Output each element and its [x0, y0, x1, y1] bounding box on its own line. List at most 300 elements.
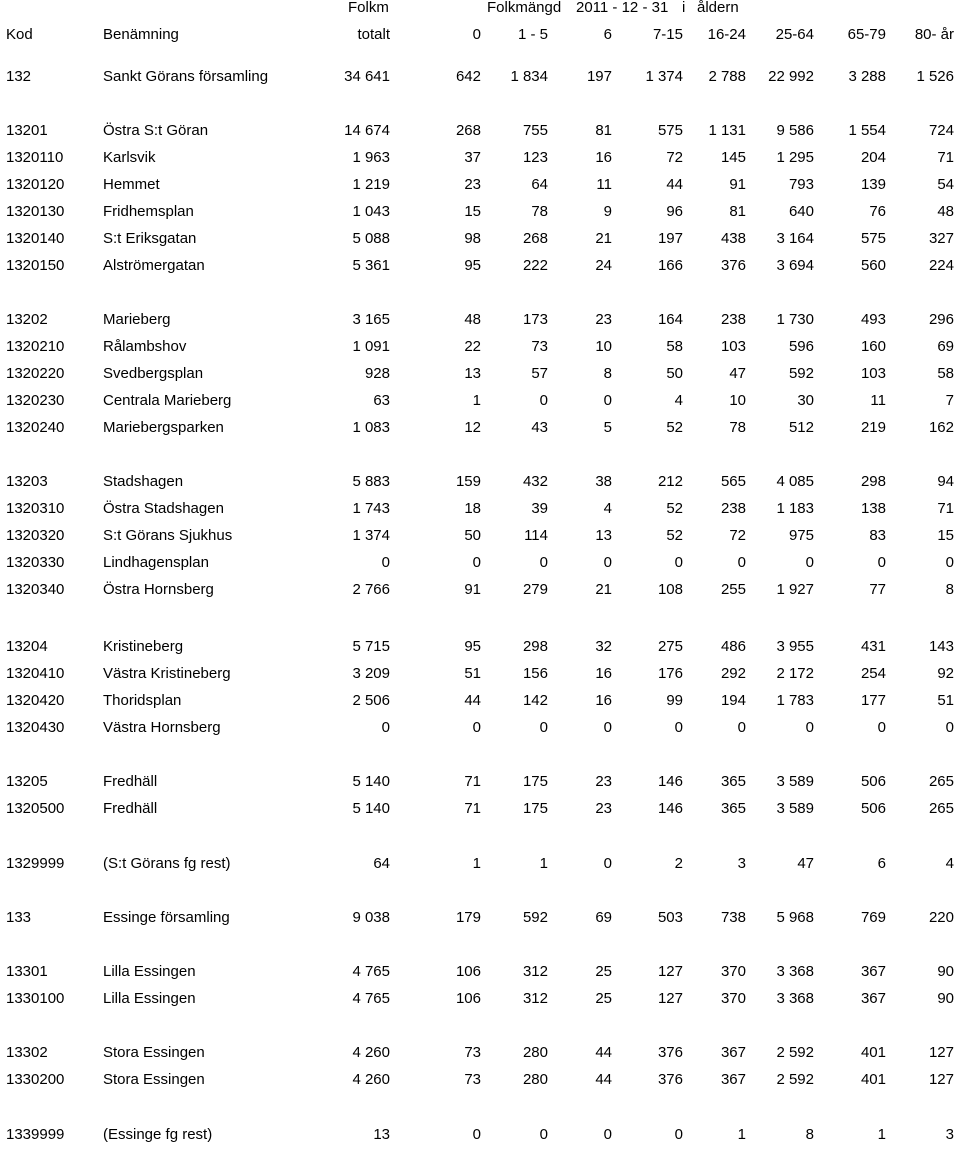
row-age-25-64: 596 — [788, 338, 814, 355]
row-age-1-5: 175 — [522, 800, 548, 817]
row-age-1-5: 312 — [522, 990, 548, 1007]
row-name: (S:t Görans fg rest) — [103, 855, 231, 872]
row-age-1-5: 57 — [531, 365, 548, 382]
row-age-80: 162 — [928, 419, 954, 436]
row-age-7-15: 0 — [674, 1126, 683, 1143]
row-age-6: 5 — [603, 419, 612, 436]
row-age-25-64: 1 295 — [776, 149, 814, 166]
row-code: 13204 — [6, 638, 48, 655]
row-age-7-15: 0 — [674, 554, 683, 571]
row-code: 132 — [6, 68, 32, 85]
row-age-16-24: 438 — [720, 230, 746, 247]
row-code: 1320310 — [6, 500, 65, 517]
column-header-age-6: 6 — [603, 26, 612, 43]
table-row — [0, 335, 960, 359]
row-code: 1320240 — [6, 419, 65, 436]
row-total: 9 038 — [352, 909, 390, 926]
table-row — [0, 173, 960, 197]
row-code: 13203 — [6, 473, 48, 490]
row-total: 0 — [381, 719, 390, 736]
row-age-0: 73 — [464, 1071, 481, 1088]
row-age-16-24: 72 — [729, 527, 746, 544]
row-total: 1 963 — [352, 149, 390, 166]
row-age-25-64: 640 — [788, 203, 814, 220]
table-row — [0, 524, 960, 548]
row-age-16-24: 238 — [720, 311, 746, 328]
row-age-65-79: 83 — [869, 527, 886, 544]
row-name: Mariebergsparken — [103, 419, 224, 436]
row-age-80: 3 — [945, 1126, 954, 1143]
row-age-80: 143 — [928, 638, 954, 655]
row-age-16-24: 194 — [720, 692, 746, 709]
row-age-6: 23 — [595, 311, 612, 328]
row-code: 1320130 — [6, 203, 65, 220]
row-age-7-15: 1 374 — [645, 68, 683, 85]
row-age-7-15: 575 — [657, 122, 683, 139]
row-name: Östra Stadshagen — [103, 500, 224, 517]
row-age-65-79: 401 — [860, 1071, 886, 1088]
row-age-7-15: 0 — [674, 719, 683, 736]
row-age-65-79: 367 — [860, 963, 886, 980]
row-total: 0 — [381, 554, 390, 571]
row-age-7-15: 275 — [657, 638, 683, 655]
row-age-0: 95 — [464, 638, 481, 655]
row-total: 5 140 — [352, 773, 390, 790]
row-age-6: 44 — [595, 1071, 612, 1088]
row-age-25-64: 1 183 — [776, 500, 814, 517]
row-age-1-5: 280 — [522, 1071, 548, 1088]
row-age-1-5: 73 — [531, 338, 548, 355]
row-age-80: 90 — [937, 963, 954, 980]
row-age-80: 0 — [945, 554, 954, 571]
row-age-16-24: 145 — [720, 149, 746, 166]
row-age-6: 69 — [595, 909, 612, 926]
header-folkmangd: Folkmängd — [487, 0, 562, 16]
row-name: Stora Essingen — [103, 1044, 205, 1061]
row-age-6: 25 — [595, 963, 612, 980]
row-age-6: 16 — [595, 665, 612, 682]
row-age-7-15: 176 — [657, 665, 683, 682]
row-age-6: 9 — [603, 203, 612, 220]
column-header-age-16-24: 16-24 — [707, 26, 746, 43]
row-age-6: 24 — [595, 257, 612, 274]
row-code: 1320330 — [6, 554, 65, 571]
row-age-80: 127 — [928, 1044, 954, 1061]
row-code: 1330100 — [6, 990, 65, 1007]
row-code: 13202 — [6, 311, 48, 328]
row-age-25-64: 2 592 — [776, 1044, 814, 1061]
row-age-25-64: 3 955 — [776, 638, 814, 655]
row-age-80: 48 — [937, 203, 954, 220]
row-age-80: 8 — [945, 581, 954, 598]
row-age-0: 98 — [464, 230, 481, 247]
row-age-16-24: 0 — [737, 719, 746, 736]
row-age-6: 197 — [586, 68, 612, 85]
row-name: Kristineberg — [103, 638, 184, 655]
row-code: 1320220 — [6, 365, 65, 382]
row-age-80: 4 — [945, 855, 954, 872]
row-age-7-15: 96 — [666, 203, 683, 220]
table-row — [0, 146, 960, 170]
row-age-7-15: 99 — [666, 692, 683, 709]
table-row — [0, 635, 960, 659]
row-code: 13302 — [6, 1044, 48, 1061]
row-age-7-15: 52 — [666, 419, 683, 436]
row-age-80: 69 — [937, 338, 954, 355]
row-name: Lindhagensplan — [103, 554, 209, 571]
row-age-65-79: 254 — [860, 665, 886, 682]
row-age-0: 22 — [464, 338, 481, 355]
row-total: 2 766 — [352, 581, 390, 598]
row-age-65-79: 76 — [869, 203, 886, 220]
column-header-age-80: 80- år — [914, 26, 954, 43]
row-age-65-79: 1 554 — [848, 122, 886, 139]
row-age-0: 44 — [464, 692, 481, 709]
row-name: Lilla Essingen — [103, 990, 196, 1007]
row-code: 1320110 — [6, 149, 64, 166]
table-row — [0, 308, 960, 332]
row-name: Östra Hornsberg — [103, 581, 214, 598]
row-age-25-64: 1 927 — [776, 581, 814, 598]
row-age-0: 1 — [472, 392, 481, 409]
row-age-0: 0 — [472, 719, 481, 736]
row-age-25-64: 512 — [788, 419, 814, 436]
row-age-80: 90 — [937, 990, 954, 1007]
row-age-1-5: 280 — [522, 1044, 548, 1061]
row-age-7-15: 503 — [657, 909, 683, 926]
row-age-25-64: 47 — [797, 855, 814, 872]
row-age-7-15: 146 — [657, 800, 683, 817]
row-age-7-15: 72 — [666, 149, 683, 166]
table-row — [0, 578, 960, 602]
column-header-age-1-5: 1 - 5 — [517, 26, 548, 43]
row-age-6: 0 — [603, 554, 612, 571]
row-age-6: 32 — [595, 638, 612, 655]
row-age-65-79: 103 — [860, 365, 886, 382]
table-row — [0, 852, 960, 876]
table-row — [0, 200, 960, 224]
row-code: 1320320 — [6, 527, 65, 544]
row-age-6: 21 — [595, 230, 612, 247]
row-age-65-79: 0 — [877, 719, 886, 736]
row-age-80: 54 — [937, 176, 954, 193]
row-age-6: 16 — [595, 149, 612, 166]
row-total: 1 219 — [352, 176, 390, 193]
row-total: 34 641 — [344, 68, 390, 85]
row-age-16-24: 365 — [720, 800, 746, 817]
row-name: Centrala Marieberg — [103, 392, 232, 409]
row-age-65-79: 431 — [860, 638, 886, 655]
row-code: 13301 — [6, 963, 48, 980]
row-age-80: 7 — [945, 392, 954, 409]
row-age-65-79: 506 — [860, 800, 886, 817]
row-age-65-79: 0 — [877, 554, 886, 571]
row-total: 1 043 — [352, 203, 390, 220]
row-age-80: 220 — [928, 909, 954, 926]
row-age-1-5: 1 834 — [510, 68, 548, 85]
row-age-1-5: 0 — [539, 392, 548, 409]
table-row — [0, 65, 960, 89]
row-total: 5 715 — [352, 638, 390, 655]
row-age-6: 0 — [603, 1126, 612, 1143]
row-name: (Essinge fg rest) — [103, 1126, 213, 1143]
row-age-1-5: 755 — [522, 122, 548, 139]
table-row — [0, 227, 960, 251]
row-age-0: 642 — [455, 68, 481, 85]
row-name: Västra Kristineberg — [103, 665, 231, 682]
row-age-7-15: 52 — [666, 500, 683, 517]
row-age-0: 0 — [472, 554, 481, 571]
row-code: 1320150 — [6, 257, 65, 274]
table-row — [0, 1123, 960, 1147]
row-total: 5 883 — [352, 473, 390, 490]
row-age-7-15: 164 — [657, 311, 683, 328]
row-age-80: 265 — [928, 773, 954, 790]
column-header-age-7-15: 7-15 — [652, 26, 683, 43]
header-date: 2011 - 12 - 31 — [576, 0, 669, 16]
row-age-0: 0 — [472, 1126, 481, 1143]
row-age-25-64: 3 368 — [776, 990, 814, 1007]
row-code: 1320500 — [6, 800, 65, 817]
row-age-6: 10 — [595, 338, 612, 355]
row-age-80: 1 526 — [916, 68, 954, 85]
row-age-25-64: 3 694 — [776, 257, 814, 274]
row-age-6: 11 — [596, 176, 612, 193]
row-age-80: 92 — [937, 665, 954, 682]
row-total: 63 — [373, 392, 390, 409]
row-total: 13 — [373, 1126, 390, 1143]
row-age-16-24: 2 788 — [708, 68, 746, 85]
row-name: Östra S:t Göran — [103, 122, 209, 139]
row-code: 1330200 — [6, 1071, 65, 1088]
row-name: Lilla Essingen — [103, 963, 196, 980]
row-age-1-5: 175 — [522, 773, 548, 790]
row-age-6: 4 — [603, 500, 612, 517]
row-age-65-79: 139 — [860, 176, 886, 193]
row-name: Västra Hornsberg — [103, 719, 221, 736]
row-age-16-24: 91 — [729, 176, 746, 193]
row-age-0: 12 — [464, 419, 481, 436]
row-age-7-15: 127 — [657, 990, 683, 1007]
row-code: 13205 — [6, 773, 48, 790]
row-name: Karlsvik — [103, 149, 156, 166]
table-row — [0, 960, 960, 984]
row-age-65-79: 3 288 — [848, 68, 886, 85]
row-age-16-24: 78 — [729, 419, 746, 436]
row-age-16-24: 292 — [720, 665, 746, 682]
column-header-benamning: Benämning — [103, 26, 179, 43]
row-name: S:t Görans Sjukhus — [103, 527, 233, 544]
column-header-kod: Kod — [6, 26, 33, 43]
row-name: S:t Eriksgatan — [103, 230, 197, 247]
row-age-7-15: 197 — [657, 230, 683, 247]
row-age-0: 159 — [455, 473, 481, 490]
header-aldern: åldern — [697, 0, 739, 16]
row-age-16-24: 738 — [720, 909, 746, 926]
table-row — [0, 362, 960, 386]
row-age-0: 23 — [464, 176, 481, 193]
row-age-1-5: 0 — [539, 1126, 548, 1143]
row-age-16-24: 365 — [720, 773, 746, 790]
table-row — [0, 551, 960, 575]
row-age-1-5: 39 — [531, 500, 548, 517]
row-code: 133 — [6, 909, 32, 926]
column-header-age-0: 0 — [472, 26, 481, 43]
row-total: 1 083 — [352, 419, 390, 436]
row-age-65-79: 560 — [860, 257, 886, 274]
row-age-0: 106 — [455, 963, 481, 980]
row-age-6: 0 — [603, 392, 612, 409]
row-age-6: 23 — [595, 800, 612, 817]
row-age-65-79: 160 — [860, 338, 886, 355]
row-age-7-15: 146 — [657, 773, 683, 790]
row-age-6: 13 — [595, 527, 612, 544]
row-total: 3 165 — [352, 311, 390, 328]
row-name: Fredhäll — [103, 800, 158, 817]
header-row-2 — [0, 23, 960, 47]
header-i: i — [682, 0, 686, 16]
row-name: Fredhäll — [103, 773, 158, 790]
row-age-7-15: 44 — [666, 176, 683, 193]
row-total: 4 765 — [352, 963, 390, 980]
row-age-80: 127 — [928, 1071, 954, 1088]
row-age-7-15: 52 — [666, 527, 683, 544]
row-age-1-5: 268 — [522, 230, 548, 247]
row-age-16-24: 1 131 — [708, 122, 746, 139]
table-row — [0, 1068, 960, 1092]
row-age-16-24: 370 — [720, 990, 746, 1007]
row-age-16-24: 0 — [737, 554, 746, 571]
row-age-0: 18 — [464, 500, 481, 517]
row-age-25-64: 3 164 — [776, 230, 814, 247]
row-age-16-24: 1 — [737, 1126, 746, 1143]
row-code: 13201 — [6, 122, 48, 139]
row-name: Fridhemsplan — [103, 203, 194, 220]
row-name: Rålambshov — [103, 338, 187, 355]
table-row — [0, 662, 960, 686]
row-age-1-5: 173 — [522, 311, 548, 328]
row-age-7-15: 212 — [657, 473, 683, 490]
row-age-6: 0 — [603, 719, 612, 736]
row-age-0: 37 — [464, 149, 481, 166]
row-age-6: 16 — [595, 692, 612, 709]
row-age-65-79: 506 — [860, 773, 886, 790]
row-name: Alströmergatan — [103, 257, 205, 274]
row-code: 1320340 — [6, 581, 65, 598]
table-row — [0, 254, 960, 278]
row-age-0: 71 — [464, 800, 481, 817]
row-age-16-24: 367 — [720, 1071, 746, 1088]
row-age-7-15: 127 — [657, 963, 683, 980]
row-name: Sankt Görans församling — [103, 68, 269, 85]
table-row — [0, 906, 960, 930]
row-name: Marieberg — [103, 311, 171, 328]
table-row — [0, 416, 960, 440]
row-age-25-64: 8 — [805, 1126, 814, 1143]
row-age-0: 179 — [455, 909, 481, 926]
row-code: 1320140 — [6, 230, 65, 247]
row-age-65-79: 11 — [870, 392, 886, 409]
row-name: Svedbergsplan — [103, 365, 204, 382]
row-age-16-24: 486 — [720, 638, 746, 655]
row-age-65-79: 1 — [877, 1126, 886, 1143]
row-total: 5 140 — [352, 800, 390, 817]
row-name: Thoridsplan — [103, 692, 182, 709]
row-name: Hemmet — [103, 176, 160, 193]
row-age-65-79: 367 — [860, 990, 886, 1007]
row-age-16-24: 367 — [720, 1044, 746, 1061]
table-row — [0, 716, 960, 740]
row-age-65-79: 6 — [877, 855, 886, 872]
row-age-7-15: 2 — [674, 855, 683, 872]
row-age-16-24: 565 — [720, 473, 746, 490]
row-age-1-5: 114 — [524, 527, 548, 544]
row-age-1-5: 0 — [539, 719, 548, 736]
row-age-0: 95 — [464, 257, 481, 274]
row-age-6: 38 — [595, 473, 612, 490]
row-age-7-15: 4 — [674, 392, 683, 409]
row-age-16-24: 10 — [729, 392, 746, 409]
row-age-6: 44 — [595, 1044, 612, 1061]
row-age-80: 724 — [928, 122, 954, 139]
row-age-80: 296 — [928, 311, 954, 328]
row-age-65-79: 204 — [860, 149, 886, 166]
header-row-1 — [0, 0, 960, 20]
row-age-80: 0 — [945, 719, 954, 736]
row-age-80: 327 — [928, 230, 954, 247]
row-age-25-64: 2 592 — [776, 1071, 814, 1088]
row-name: Stadshagen — [103, 473, 184, 490]
column-header-age-65-79: 65-79 — [847, 26, 886, 43]
row-age-25-64: 793 — [788, 176, 814, 193]
row-total: 5 361 — [352, 257, 390, 274]
row-name: Essinge församling — [103, 909, 230, 926]
row-total: 4 765 — [352, 990, 390, 1007]
row-age-0: 51 — [464, 665, 481, 682]
row-age-25-64: 5 968 — [776, 909, 814, 926]
row-age-0: 1 — [472, 855, 481, 872]
row-total: 3 209 — [352, 665, 390, 682]
row-age-6: 8 — [603, 365, 612, 382]
row-age-65-79: 769 — [860, 909, 886, 926]
column-header-age-25-64: 25-64 — [775, 26, 814, 43]
row-code: 1339999 — [6, 1126, 65, 1143]
row-age-1-5: 78 — [531, 203, 548, 220]
row-code: 1320430 — [6, 719, 65, 736]
row-age-25-64: 1 783 — [776, 692, 814, 709]
table-row — [0, 119, 960, 143]
column-header-totalt: totalt — [357, 26, 390, 43]
row-age-80: 94 — [937, 473, 954, 490]
row-code: 1320420 — [6, 692, 65, 709]
row-age-7-15: 376 — [657, 1044, 683, 1061]
row-age-80: 15 — [937, 527, 954, 544]
row-age-65-79: 401 — [860, 1044, 886, 1061]
row-age-0: 268 — [455, 122, 481, 139]
row-age-16-24: 255 — [720, 581, 746, 598]
row-age-25-64: 3 589 — [776, 800, 814, 817]
row-age-1-5: 222 — [522, 257, 548, 274]
row-age-1-5: 298 — [522, 638, 548, 655]
row-age-80: 51 — [937, 692, 954, 709]
table-row — [0, 1041, 960, 1065]
row-age-1-5: 279 — [522, 581, 548, 598]
row-age-16-24: 238 — [720, 500, 746, 517]
row-age-65-79: 138 — [860, 500, 886, 517]
table-row — [0, 987, 960, 1011]
row-age-1-5: 0 — [539, 554, 548, 571]
row-age-16-24: 370 — [720, 963, 746, 980]
